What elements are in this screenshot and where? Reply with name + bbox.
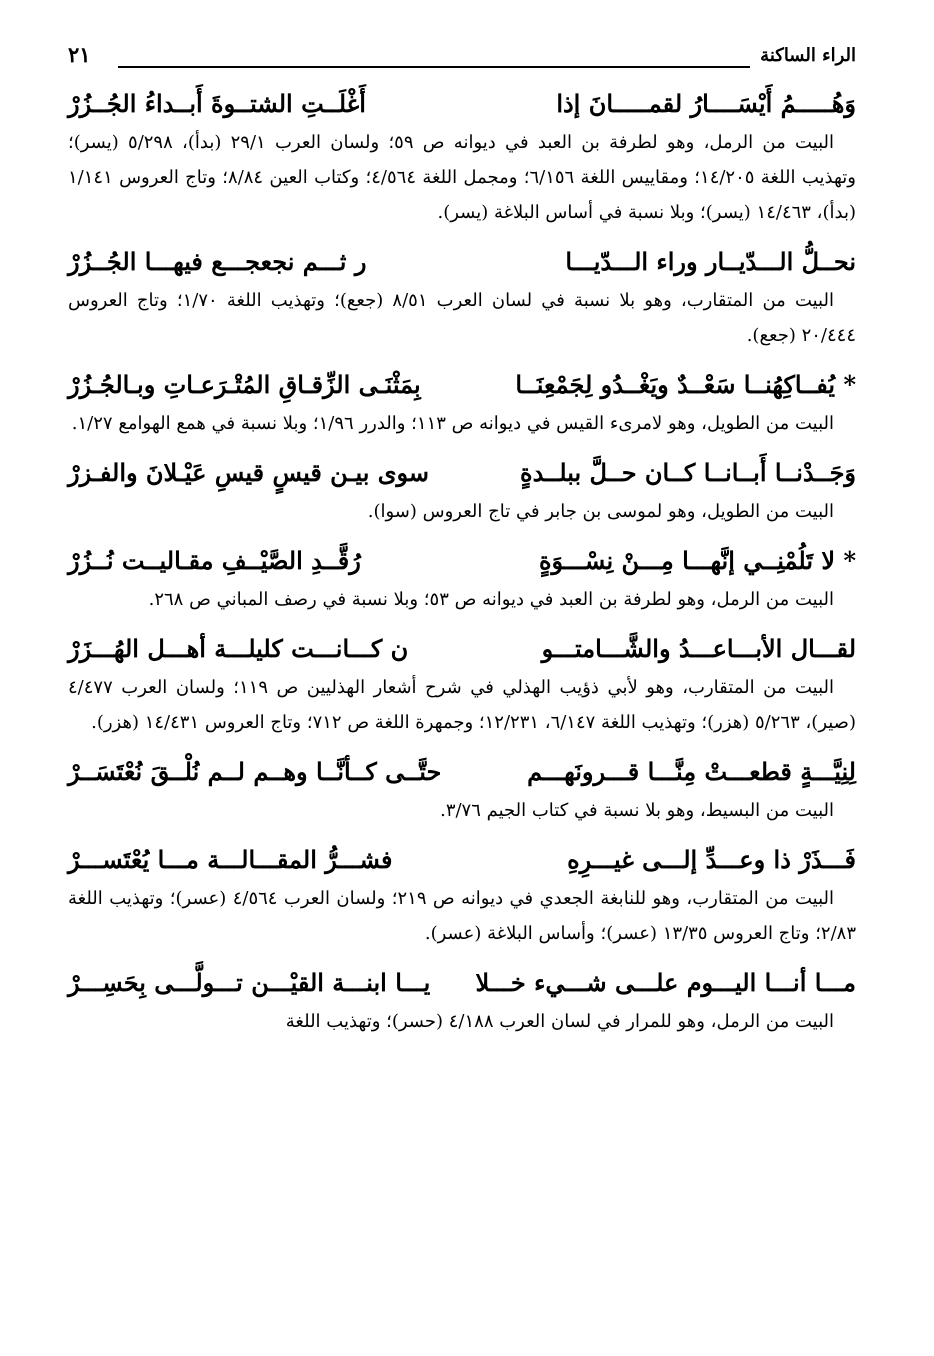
verse-line xyxy=(68,838,856,881)
verse-line xyxy=(68,451,856,494)
first-hemistich xyxy=(520,451,856,494)
first-hemistich xyxy=(565,240,856,283)
poetry-entry-2 xyxy=(68,240,856,353)
second-hemistich: حتَّــى كــأنَّــا وهــم لــم نُلْــقَ نُعْتَسَــرْ xyxy=(68,757,442,786)
poetry-entry-3 xyxy=(68,363,856,441)
second-hemistich: أَغْلَــتِ الشتــوةَ أَبــداءُ الجُــزُرْ xyxy=(68,89,366,118)
verse-line xyxy=(68,539,856,582)
first-hemistich-text: لِنِيَّـــةٍ قطعـــتْ مِنَّـــا قـــرونَهـــم xyxy=(527,757,856,786)
first-hemistich-text: لا تَلُمْنِــي إنَّهـــا مِـــنْ نِسْـــوَةٍ xyxy=(538,546,836,575)
first-hemistich xyxy=(567,838,856,881)
poetry-entry-1 xyxy=(68,82,856,230)
second-hemistich: سوى بيـن قيسٍ قيسِ عَيْـلانَ والفـزرْ xyxy=(68,458,430,487)
verse-commentary: البيت من الرمل، وهو لطرفة بن العبد في ديوانه ص ٥٩؛ ولسان العرب ٢٩/١ (بدأ)، ٥/٢٩٨ (يسر)؛ وتهذيب اللغة ١٤/٢٠٥؛ ومقاييس اللغة ٦/١٥٦؛ ومجمل اللغة ٤/٥٦٤؛ وكتاب العين ٨/٨٤؛ وتاج العروس ١/١٤١ (بدأ)، ١٤/٤٦٣ (يسر)؛ وبلا نسبة في أساس البلاغة (يسر). xyxy=(68,132,857,223)
first-hemistich xyxy=(556,82,856,125)
verse-line xyxy=(68,750,856,793)
poetry-entry-6 xyxy=(68,627,856,740)
first-hemistich-text: مـــا أنـــا اليـــوم علـــى شـــيء خـــلا xyxy=(475,968,856,997)
first-hemistich xyxy=(539,539,856,582)
poetry-entry-9 xyxy=(68,961,856,1039)
verse-commentary: البيت من الرمل، وهو لطرفة بن العبد في ديوانه ص ٥٣؛ وبلا نسبة في رصف المباني ص ٢٦٨. xyxy=(148,589,834,610)
first-hemistich-text: وَجَــدْنــا أَبــانــا كــان حــلَّ ببلــدةٍ xyxy=(520,458,856,487)
verse-line xyxy=(68,82,856,125)
verse-commentary: البيت من المتقارب، وهو لأبي ذؤيب الهذلي في شرح أشعار الهذليين ص ١١٩؛ ولسان العرب ٤/٤٧٧ (صير)، ٥/٢٦٣ (هزر)؛ وتهذيب اللغة ٦/١٤٧، ١٢/٢٣١؛ وجمهرة اللغة ص ٧١٢؛ وتاج العروس ١٤/٤٣١ (هزر). xyxy=(68,677,856,733)
page-number: ٢١ xyxy=(68,42,91,67)
first-hemistich-text: فَـــذَرْ ذا وعـــدِّ إلـــى غيـــرِهِ xyxy=(567,845,856,874)
header-rule xyxy=(118,66,750,68)
header-title: الراء الساكنة xyxy=(760,45,856,66)
second-hemistich: يـــا ابنـــة القيْـــن تـــولَّـــى بِحَسِـــرْ xyxy=(68,968,431,997)
first-hemistich-text: لقـــال الأبـــاعـــدُ والشَّـــامتـــو xyxy=(541,634,856,663)
first-hemistich xyxy=(476,961,856,1004)
verse-line xyxy=(68,363,856,406)
second-hemistich: رُقَّــدِ الصَّيْــفِ مقـاليــت نُــزُرْ xyxy=(68,546,361,575)
poetry-entry-4 xyxy=(68,451,856,529)
first-hemistich xyxy=(515,363,856,406)
first-hemistich xyxy=(527,750,856,793)
verse-commentary: البيت من الرمل، وهو للمرار في لسان العرب ٤/١٨٨ (حسر)؛ وتهذيب اللغة xyxy=(285,1011,834,1032)
poetry-entry-5 xyxy=(68,539,856,617)
first-hemistich-text: يُفــاكِهُنــا سَعْــدٌ ويَغْــدُو لِجَمْعِنَــا xyxy=(515,370,836,399)
first-hemistich xyxy=(542,627,856,670)
second-hemistich: ر ثـــم نجعجـــع فيهـــا الجُــزُرْ xyxy=(68,247,367,276)
poetry-entry-8 xyxy=(68,838,856,951)
poetry-entry-7 xyxy=(68,750,856,828)
verse-line xyxy=(68,961,856,1004)
second-hemistich: ن كـــانـــت كليلـــة أهـــل الهُـــزَرْ xyxy=(68,634,409,663)
first-hemistich-text: وَهُـــــمُ أَيْسَــــارُ لقمـــــانَ إذا xyxy=(556,89,856,118)
verse-commentary: البيت من المتقارب، وهو للنابغة الجعدي في ديوانه ص ٢١٩؛ ولسان العرب ٤/٥٦٤ (عسر)؛ وتهذيب اللغة ٢/٨٣؛ وتاج العروس ١٣/٣٥ (عسر)؛ وأساس البلاغة (عسر). xyxy=(68,888,856,944)
verse-commentary: البيت من الطويل، وهو لامرىء القيس في ديوانه ص ١١٣؛ والدرر ١/٩٦؛ وبلا نسبة في همع الهوامع ١/٢٧. xyxy=(71,413,834,434)
second-hemistich: بِمَثْنَـى الزِّقـاقِ المُتْـرَعـاتِ وبـالجُـزُرْ xyxy=(68,370,421,399)
verse-commentary: البيت من المتقارب، وهو بلا نسبة في لسان العرب ٨/٥١ (جعع)؛ وتهذيب اللغة ١/٧٠؛ وتاج العروس ٢٠/٤٤٤ (جعع). xyxy=(68,290,856,346)
verse-commentary: البيت من البسيط، وهو بلا نسبة في كتاب الجيم ٣/٧٦. xyxy=(440,800,834,821)
verse-line xyxy=(68,627,856,670)
verse-commentary: البيت من الطويل، وهو لموسى بن جابر في تاج العروس (سوا). xyxy=(367,501,834,522)
page-header xyxy=(68,38,856,72)
second-hemistich: فشـــرُّ المقـــالـــة مـــا يُعْتَســـرْ xyxy=(68,845,393,874)
first-hemistich-text: نحــلُّ الـــدّيــار وراء الـــدّيـــا xyxy=(565,247,856,276)
entry-marker: * xyxy=(835,546,856,575)
verse-line xyxy=(68,240,856,283)
entry-marker: * xyxy=(835,370,856,399)
